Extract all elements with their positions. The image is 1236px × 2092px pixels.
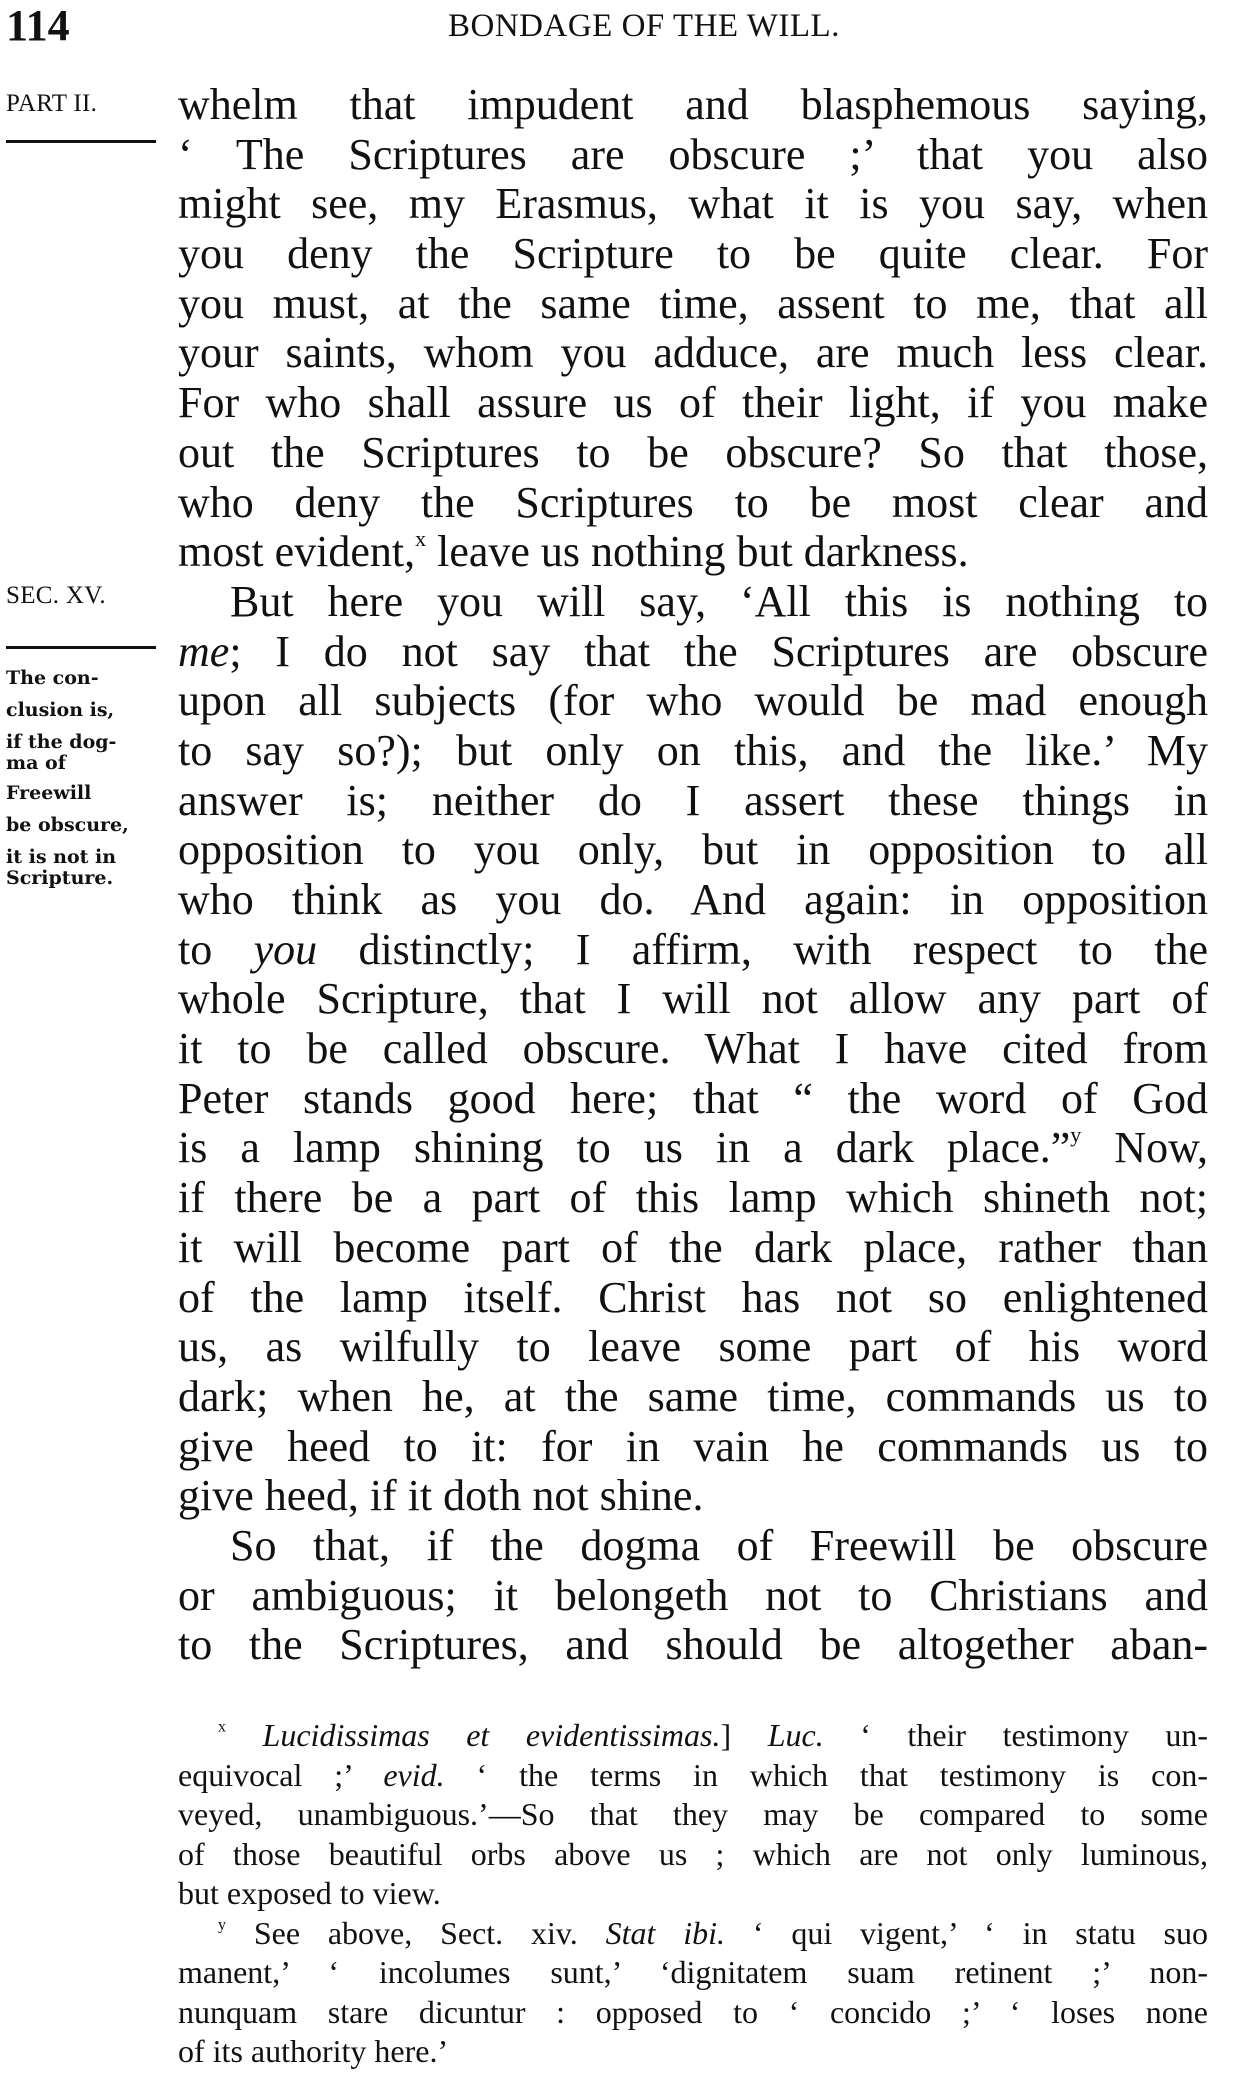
- body-line: is a lamp shining to us in a dark place.”$^y$ Now,: [178, 1122, 1208, 1173]
- body-line: you deny the Scripture to be quite clear. For: [178, 229, 1208, 279]
- footnote-x-line: $^x$ Lucidissimas et evidentissimas.] Luc. ‘ their testimony un-: [218, 1717, 1209, 1753]
- running-title: BONDAGE OF THE WILL.: [448, 8, 840, 44]
- body-line: it will become part of the dark place, rather than: [178, 1222, 1208, 1272]
- summary-line: if the dog-: [6, 731, 117, 753]
- body-line: whelm that impudent and blasphemous saying,: [178, 80, 1208, 129]
- footnote-ref-x[interactable]: x: [415, 526, 427, 552]
- part-label: PART II.: [6, 90, 98, 117]
- body-line: or ambiguous; it belongeth not to Christians and: [178, 1570, 1208, 1620]
- body-line: me; I do not say that the Scriptures are obscure: [178, 626, 1208, 676]
- body-line: of the lamp itself. Christ has not so enlightened: [178, 1272, 1208, 1322]
- body-line: So that, if the dogma of Freewill be obscure: [230, 1520, 1208, 1570]
- body-line: answer is; neither do I assert these things in: [178, 775, 1208, 825]
- body-line: For who shall assure us of their light, if you make: [178, 378, 1208, 428]
- summary-line: it is not in: [6, 846, 117, 868]
- section-label: SEC. XV.: [6, 582, 106, 609]
- body-line: out the Scriptures to be obscure? So that those,: [178, 427, 1208, 477]
- body-line: most evident,$^x$ leave us nothing but darkness.: [178, 526, 969, 577]
- page-number: 114: [6, 1, 70, 50]
- footnote-x-line: equivocal ;’ evid. ‘ the terms in which that testimony is con-: [178, 1756, 1208, 1793]
- body-line: to you distinctly; I affirm, with respect to the: [178, 924, 1209, 974]
- body-line: whole Scripture, that I will not allow any part of: [178, 974, 1208, 1024]
- footnote-x-line: of those beautiful orbs above us ; which are not only luminous,: [178, 1835, 1208, 1872]
- body-line: opposition to you only, but in opposition to all: [178, 825, 1208, 875]
- body-line: you must, at the same time, assent to me, that all: [178, 278, 1208, 328]
- footnote-x-line: but exposed to view.: [178, 1875, 441, 1911]
- margin-summary: [6, 668, 166, 889]
- body-line: Peter stands good here; that “ the word of God: [178, 1073, 1208, 1123]
- footnote-y-line: $^y$ See above, Sect. xiv. Stat ibi. ‘ qui vigent,’ ‘ in statu suo: [218, 1914, 1209, 1951]
- footnotes: [178, 1716, 1208, 2072]
- footnote-ref-y[interactable]: y: [1070, 1122, 1082, 1148]
- body-line: might see, my Erasmus, what it is you say, when: [178, 179, 1208, 229]
- summary-line: ma of: [6, 752, 66, 774]
- summary-line: The con-: [6, 667, 99, 689]
- footnote-y-line: nunquam stare dicuntur : opposed to ‘ concido ;’ ‘ loses none: [178, 1993, 1208, 2030]
- body-line: ‘ The Scriptures are obscure ;’ that you also: [178, 129, 1208, 179]
- body-text: [178, 80, 1208, 1670]
- body-line: who deny the Scriptures to be most clear and: [178, 477, 1208, 527]
- body-line: give heed, if it doth not shine.: [178, 1471, 704, 1521]
- body-line: your saints, whom you adduce, are much less clear.: [178, 328, 1208, 378]
- body-line: us, as wilfully to leave some part of his word: [178, 1322, 1208, 1372]
- body-line: give heed to it: for in vain he commands us to: [178, 1421, 1208, 1471]
- body-line: to say so?); but only on this, and the like.’ My: [178, 725, 1208, 775]
- footnote-x-line: veyed, unambiguous.’—So that they may be compared to some: [178, 1796, 1208, 1832]
- summary-line: Freewill: [6, 782, 92, 804]
- body-line: But here you will say, ‘All this is nothing to: [230, 576, 1208, 626]
- summary-line: Scripture.: [6, 867, 114, 889]
- summary-line: be obscure,: [6, 814, 129, 836]
- summary-line: clusion is,: [6, 699, 115, 721]
- body-line: dark; when he, at the same time, commands us to: [178, 1371, 1208, 1421]
- body-line: to the Scriptures, and should be altogether aban-: [178, 1620, 1208, 1670]
- section-rule: [6, 646, 156, 649]
- footnote-y-line: manent,’ ‘ incolumes sunt,’ ‘dignitatem suam retinent ;’ non-: [178, 1954, 1208, 1990]
- body-line: upon all subjects (for who would be mad enough: [178, 676, 1208, 726]
- part-rule: [6, 140, 156, 143]
- body-line: it to be called obscure. What I have cited from: [178, 1024, 1208, 1074]
- body-line: who think as you do. And again: in opposition: [178, 875, 1208, 924]
- body-line: if there be a part of this lamp which shineth not;: [178, 1173, 1208, 1223]
- footnote-y-line: of its authority here.’: [178, 2033, 449, 2069]
